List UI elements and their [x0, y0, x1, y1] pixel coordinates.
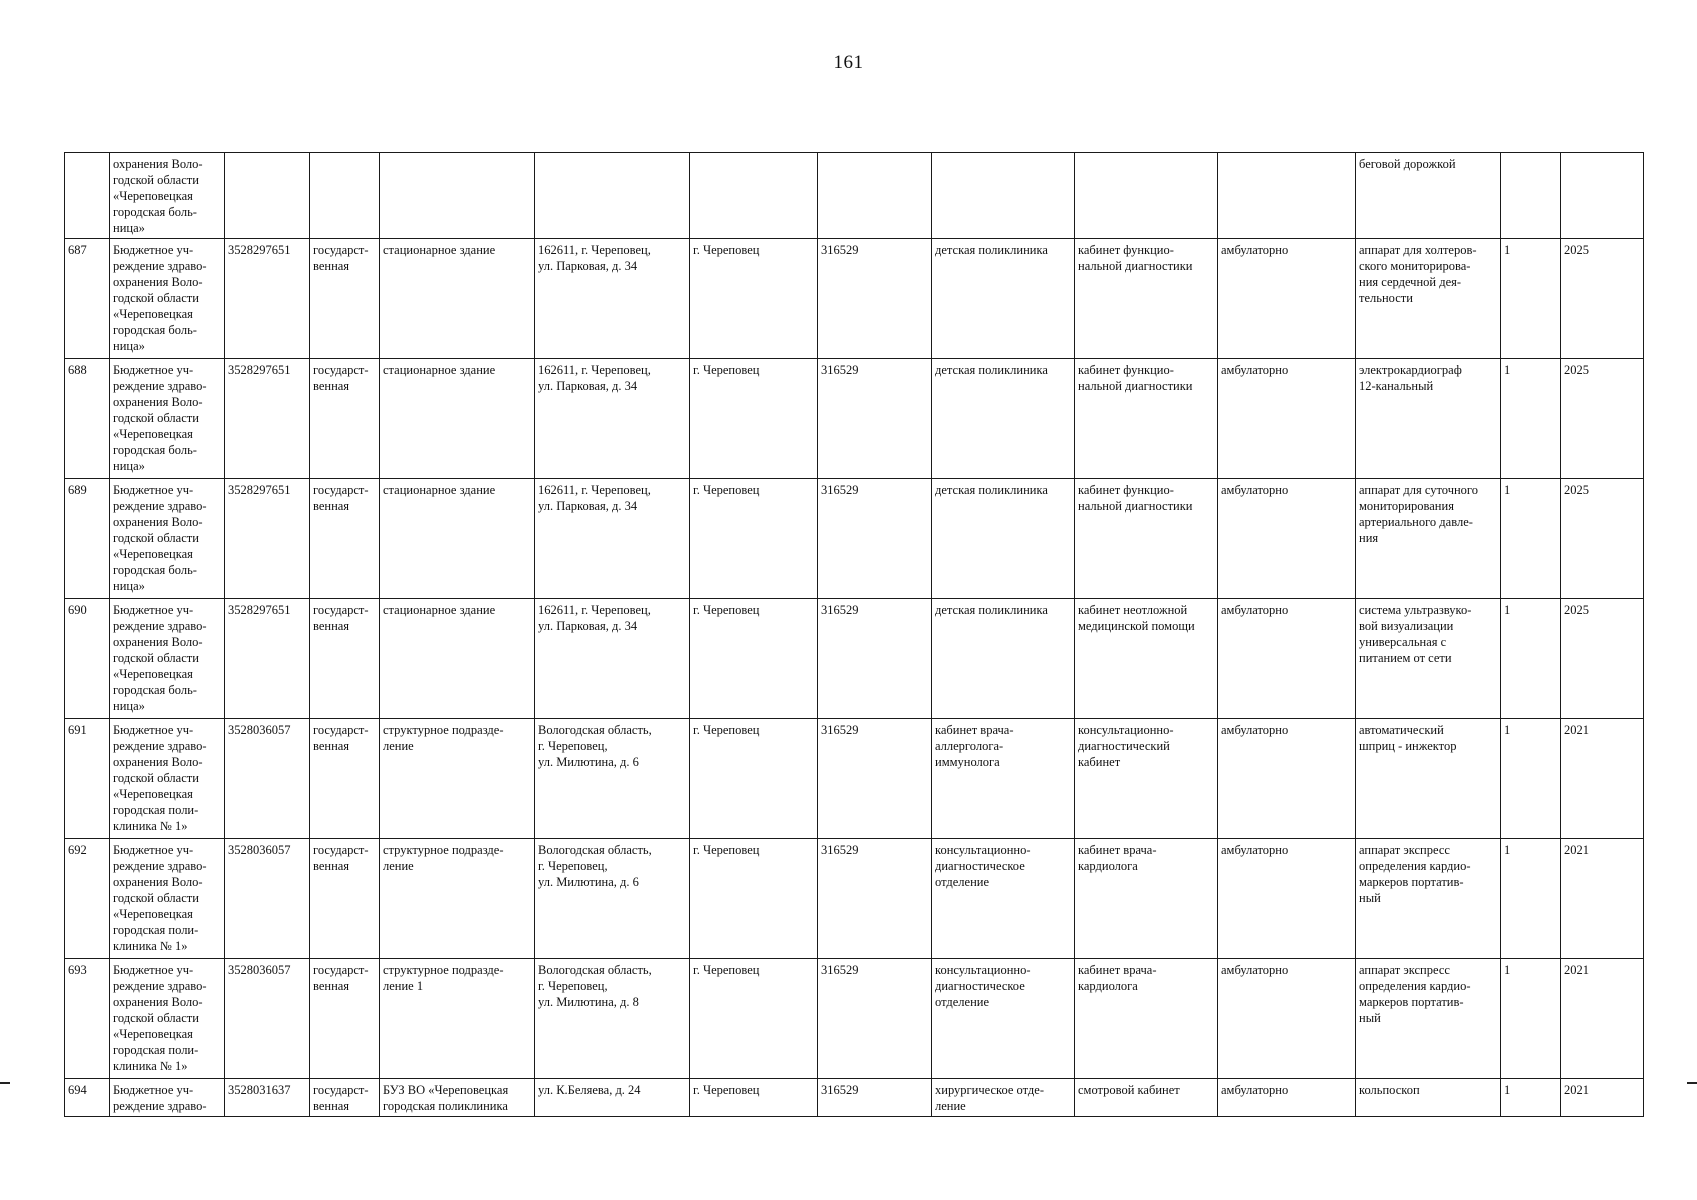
page-number: 161 [833, 52, 864, 73]
cell-org: Бюджетное уч- реждение здраво- охранения Воло- годской области «Череповецкая городская боль- ница» [110, 239, 225, 359]
cell-city: г. Череповец [690, 839, 818, 959]
cell-ownership [310, 153, 380, 239]
cell-equipment: аппарат для суточного мониторирования артериального давле- ния [1356, 479, 1501, 599]
cell-address: 162611, г. Череповец, ул. Парковая, д. 34 [535, 359, 690, 479]
cell-year: 2021 [1561, 959, 1644, 1079]
table-row [65, 839, 1644, 959]
cell-equipment: беговой дорожкой [1356, 153, 1501, 239]
cell-building: структурное подразде- ление [380, 719, 535, 839]
cell-city [690, 153, 818, 239]
cell-building: стационарное здание [380, 479, 535, 599]
cell-org: охранения Воло- годской области «Череповецкая городская боль- ница» [110, 153, 225, 239]
cell-address: 162611, г. Череповец, ул. Парковая, д. 34 [535, 479, 690, 599]
cell-unit [932, 153, 1075, 239]
cell-year [1561, 153, 1644, 239]
cell-ownership: государст- венная [310, 599, 380, 719]
cell-city: г. Череповец [690, 1079, 818, 1117]
cell-ownership: государст- венная [310, 1079, 380, 1117]
cell-inn: 3528297651 [225, 359, 310, 479]
cell-qty [1501, 153, 1561, 239]
cell-inn: 3528297651 [225, 599, 310, 719]
cell-qty: 1 [1501, 239, 1561, 359]
cell-ownership: государст- венная [310, 479, 380, 599]
cell-equipment: аппарат экспресс определения кардио- маркеров портатив- ный [1356, 839, 1501, 959]
table-row [65, 719, 1644, 839]
cell-equipment: система ультразвуко- вой визуализации универсальная с питанием от сети [1356, 599, 1501, 719]
cell-unit: кабинет врача- аллерголога- иммунолога [932, 719, 1075, 839]
cell-equipment: кольпоскоп [1356, 1079, 1501, 1117]
cell-building: структурное подразде- ление [380, 839, 535, 959]
cell-org: Бюджетное уч- реждение здраво- [110, 1079, 225, 1117]
cell-ownership: государст- венная [310, 719, 380, 839]
cell-building: БУЗ ВО «Череповецкая городская поликлиника [380, 1079, 535, 1117]
cell-unit: консультационно- диагностическое отделение [932, 959, 1075, 1079]
cell-building: стационарное здание [380, 239, 535, 359]
cell-room: кабинет неотложной медицинской помощи [1075, 599, 1218, 719]
cell-ownership: государст- венная [310, 239, 380, 359]
cell-qty: 1 [1501, 599, 1561, 719]
cell-ownership: государст- венная [310, 839, 380, 959]
cell-year: 2025 [1561, 239, 1644, 359]
cell-inn [225, 153, 310, 239]
continuation-row [65, 153, 1644, 239]
table-row [65, 479, 1644, 599]
cell-room: кабинет функцио- нальной диагностики [1075, 359, 1218, 479]
cell-inn: 3528297651 [225, 239, 310, 359]
cell-unit: детская поликлиника [932, 359, 1075, 479]
cell-room: кабинет врача- кардиолога [1075, 839, 1218, 959]
cell-address: 162611, г. Череповец, ул. Парковая, д. 34 [535, 239, 690, 359]
cell-room: смотровой кабинет [1075, 1079, 1218, 1117]
cell-num: 688 [65, 359, 110, 479]
cell-address: Вологодская область, г. Череповец, ул. Милютина, д. 6 [535, 839, 690, 959]
cell-year: 2025 [1561, 359, 1644, 479]
cell-year: 2025 [1561, 479, 1644, 599]
cell-care: амбулаторно [1218, 599, 1356, 719]
cell-org: Бюджетное уч- реждение здраво- охранения Воло- годской области «Череповецкая городская боль- ница» [110, 599, 225, 719]
cell-unit: детская поликлиника [932, 479, 1075, 599]
cell-address: 162611, г. Череповец, ул. Парковая, д. 34 [535, 599, 690, 719]
cell-inn: 3528031637 [225, 1079, 310, 1117]
right-edge-mark [1687, 1082, 1697, 1084]
cell-num: 694 [65, 1079, 110, 1117]
cell-inn: 3528036057 [225, 719, 310, 839]
cell-oktmo: 316529 [818, 599, 932, 719]
cell-equipment: электрокардиограф 12-канальный [1356, 359, 1501, 479]
cell-equipment: аппарат экспресс определения кардио- маркеров портатив- ный [1356, 959, 1501, 1079]
cell-qty: 1 [1501, 359, 1561, 479]
cell-address: Вологодская область, г. Череповец, ул. Милютина, д. 8 [535, 959, 690, 1079]
cell-care [1218, 153, 1356, 239]
cell-oktmo [818, 153, 932, 239]
cell-city: г. Череповец [690, 239, 818, 359]
cell-city: г. Череповец [690, 479, 818, 599]
cell-city: г. Череповец [690, 599, 818, 719]
cell-care: амбулаторно [1218, 359, 1356, 479]
cell-room: кабинет врача- кардиолога [1075, 959, 1218, 1079]
cell-qty: 1 [1501, 959, 1561, 1079]
cell-unit: детская поликлиника [932, 599, 1075, 719]
cell-building: стационарное здание [380, 599, 535, 719]
table-row [65, 1079, 1644, 1117]
cell-num: 689 [65, 479, 110, 599]
cell-care: амбулаторно [1218, 239, 1356, 359]
cell-city: г. Череповец [690, 359, 818, 479]
cell-care: амбулаторно [1218, 479, 1356, 599]
table-row [65, 359, 1644, 479]
cell-building: стационарное здание [380, 359, 535, 479]
cell-city: г. Череповец [690, 719, 818, 839]
table-row [65, 239, 1644, 359]
cell-address: Вологодская область, г. Череповец, ул. Милютина, д. 6 [535, 719, 690, 839]
cell-oktmo: 316529 [818, 1079, 932, 1117]
cell-oktmo: 316529 [818, 479, 932, 599]
cell-num: 691 [65, 719, 110, 839]
cell-num: 693 [65, 959, 110, 1079]
cell-care: амбулаторно [1218, 959, 1356, 1079]
cell-org: Бюджетное уч- реждение здраво- охранения Воло- годской области «Череповецкая городская боль- ница» [110, 359, 225, 479]
cell-qty: 1 [1501, 479, 1561, 599]
table-body [65, 153, 1644, 1117]
cell-org: Бюджетное уч- реждение здраво- охранения Воло- годской области «Череповецкая городская поли- клиника № 1» [110, 839, 225, 959]
cell-address: ул. К.Беляева, д. 24 [535, 1079, 690, 1117]
cell-qty: 1 [1501, 839, 1561, 959]
cell-care: амбулаторно [1218, 839, 1356, 959]
cell-oktmo: 316529 [818, 359, 932, 479]
cell-care: амбулаторно [1218, 1079, 1356, 1117]
cell-unit: детская поликлиника [932, 239, 1075, 359]
cell-room [1075, 153, 1218, 239]
cell-inn: 3528297651 [225, 479, 310, 599]
cell-ownership: государст- венная [310, 359, 380, 479]
cell-city: г. Череповец [690, 959, 818, 1079]
table-row [65, 599, 1644, 719]
cell-num: 687 [65, 239, 110, 359]
left-edge-mark [0, 1082, 10, 1084]
cell-year: 2021 [1561, 839, 1644, 959]
cell-year: 2021 [1561, 1079, 1644, 1117]
cell-equipment: автоматический шприц - инжектор [1356, 719, 1501, 839]
cell-ownership: государст- венная [310, 959, 380, 1079]
cell-num: 690 [65, 599, 110, 719]
cell-num [65, 153, 110, 239]
cell-oktmo: 316529 [818, 839, 932, 959]
cell-org: Бюджетное уч- реждение здраво- охранения Воло- годской области «Череповецкая городская поли- клиника № 1» [110, 719, 225, 839]
cell-qty: 1 [1501, 719, 1561, 839]
cell-oktmo: 316529 [818, 239, 932, 359]
cell-org: Бюджетное уч- реждение здраво- охранения Воло- годской области «Череповецкая городская боль- ница» [110, 479, 225, 599]
cell-qty: 1 [1501, 1079, 1561, 1117]
equipment-register-table [64, 152, 1644, 1117]
cell-num: 692 [65, 839, 110, 959]
cell-address [535, 153, 690, 239]
cell-room: консультационно- диагностический кабинет [1075, 719, 1218, 839]
cell-unit: хирургическое отде- ление [932, 1079, 1075, 1117]
table-row [65, 959, 1644, 1079]
cell-building: структурное подразде- ление 1 [380, 959, 535, 1079]
cell-care: амбулаторно [1218, 719, 1356, 839]
cell-room: кабинет функцио- нальной диагностики [1075, 239, 1218, 359]
cell-oktmo: 316529 [818, 719, 932, 839]
cell-inn: 3528036057 [225, 839, 310, 959]
cell-unit: консультационно- диагностическое отделение [932, 839, 1075, 959]
cell-year: 2021 [1561, 719, 1644, 839]
cell-oktmo: 316529 [818, 959, 932, 1079]
cell-year: 2025 [1561, 599, 1644, 719]
cell-equipment: аппарат для холтеров- ского мониторирова- ния сердечной дея- тельности [1356, 239, 1501, 359]
cell-room: кабинет функцио- нальной диагностики [1075, 479, 1218, 599]
cell-org: Бюджетное уч- реждение здраво- охранения Воло- годской области «Череповецкая городская поли- клиника № 1» [110, 959, 225, 1079]
cell-building [380, 153, 535, 239]
cell-inn: 3528036057 [225, 959, 310, 1079]
